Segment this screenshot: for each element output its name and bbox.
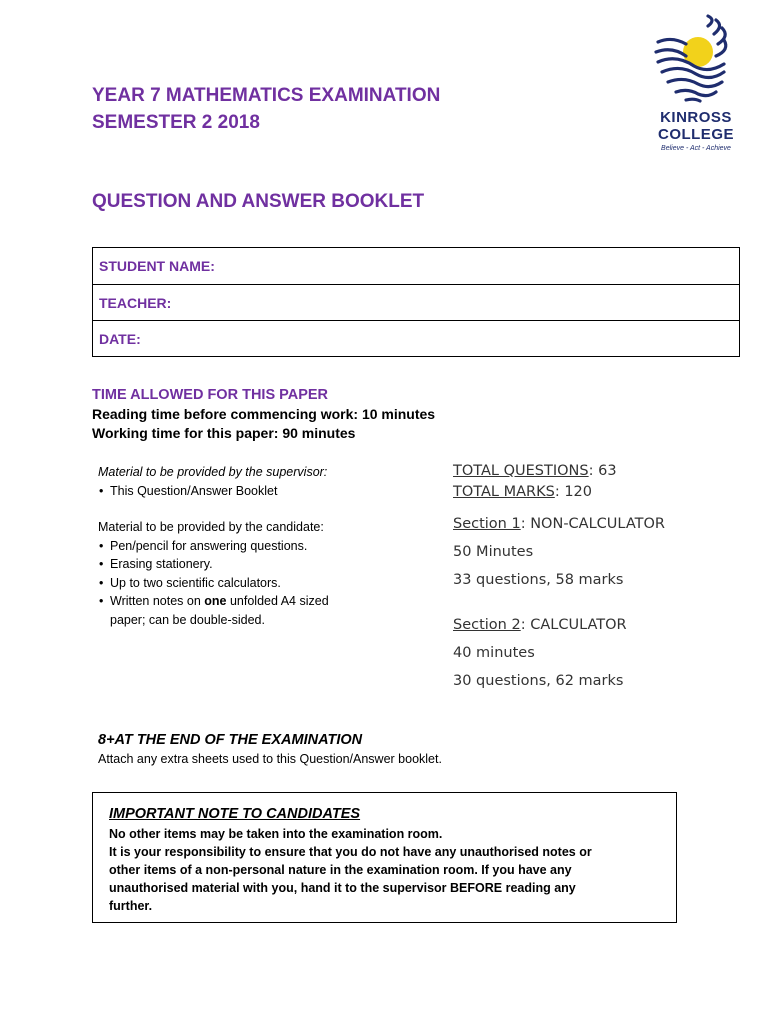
important-note-box — [92, 792, 677, 923]
section-1-time: 50 Minutes — [453, 544, 534, 560]
section-1-heading: Section 1: NON-CALCULATOR — [453, 516, 665, 532]
candidate-heading: Material to be provided by the candidate: — [98, 520, 324, 534]
time-section — [92, 385, 435, 443]
list-item: • This Question/Answer Booklet — [98, 482, 418, 501]
end-text: Attach any extra sheets used to this Question/Answer booklet. — [98, 752, 442, 766]
candidate-list — [98, 537, 418, 630]
reading-time: Reading time before commencing work: 10 minutes — [92, 406, 436, 422]
section-2-heading: Section 2: CALCULATOR — [453, 617, 627, 633]
student-name-field[interactable] — [93, 248, 739, 284]
logo-emblem-icon — [646, 12, 746, 107]
total-marks: TOTAL MARKS: 120 — [453, 484, 592, 500]
note-body: No other items may be taken into the examination room. It is your responsibility to ensure that you do not have any unauthorised notes or other items of a non-personal nature in the examination room. If you have any unauthorised material with you, hand it to the supervisor BEFORE reading any further. — [109, 827, 592, 913]
supervisor-heading: Material to be provided by the supervisor: — [98, 465, 328, 479]
logo-name: KINROSS COLLEGE — [657, 109, 734, 143]
total-questions: TOTAL QUESTIONS: 63 — [453, 463, 617, 479]
teacher-label: TEACHER: — [99, 294, 172, 311]
list-item: • Written notes on one unfolded A4 sized paper; can be double-sided. — [98, 592, 418, 629]
materials-section — [98, 463, 418, 629]
date-field[interactable] — [93, 320, 739, 356]
title-line-2: SEMESTER 2 2018 — [92, 112, 260, 133]
date-label: DATE: — [99, 330, 141, 347]
end-section — [98, 730, 442, 769]
list-item: • Erasing stationery. — [98, 555, 418, 574]
section-2-time: 40 minutes — [453, 645, 535, 661]
time-heading: TIME ALLOWED FOR THIS PAPER — [92, 387, 329, 403]
college-logo — [646, 12, 746, 157]
working-time: Working time for this paper: 90 minutes — [92, 425, 356, 441]
supervisor-list — [98, 482, 418, 501]
logo-tagline: Believe - Act - Achieve — [661, 145, 731, 152]
student-name-label: STUDENT NAME: — [99, 258, 215, 274]
note-title: IMPORTANT NOTE TO CANDIDATES — [109, 806, 361, 822]
student-info-table — [92, 247, 740, 357]
title-line-1: YEAR 7 MATHEMATICS EXAMINATION — [92, 85, 441, 106]
list-item: • Up to two scientific calculators. — [98, 574, 418, 593]
end-heading: 8+AT THE END OF THE EXAMINATION — [98, 732, 363, 748]
list-item: • Pen/pencil for answering questions. — [98, 537, 418, 556]
booklet-subtitle: QUESTION AND ANSWER BOOKLET — [92, 191, 425, 212]
exam-title — [92, 82, 440, 136]
teacher-field[interactable] — [93, 284, 739, 320]
section-1-detail: 33 questions, 58 marks — [453, 572, 624, 588]
summary-section — [453, 461, 743, 695]
section-2-detail: 30 questions, 62 marks — [453, 673, 624, 689]
